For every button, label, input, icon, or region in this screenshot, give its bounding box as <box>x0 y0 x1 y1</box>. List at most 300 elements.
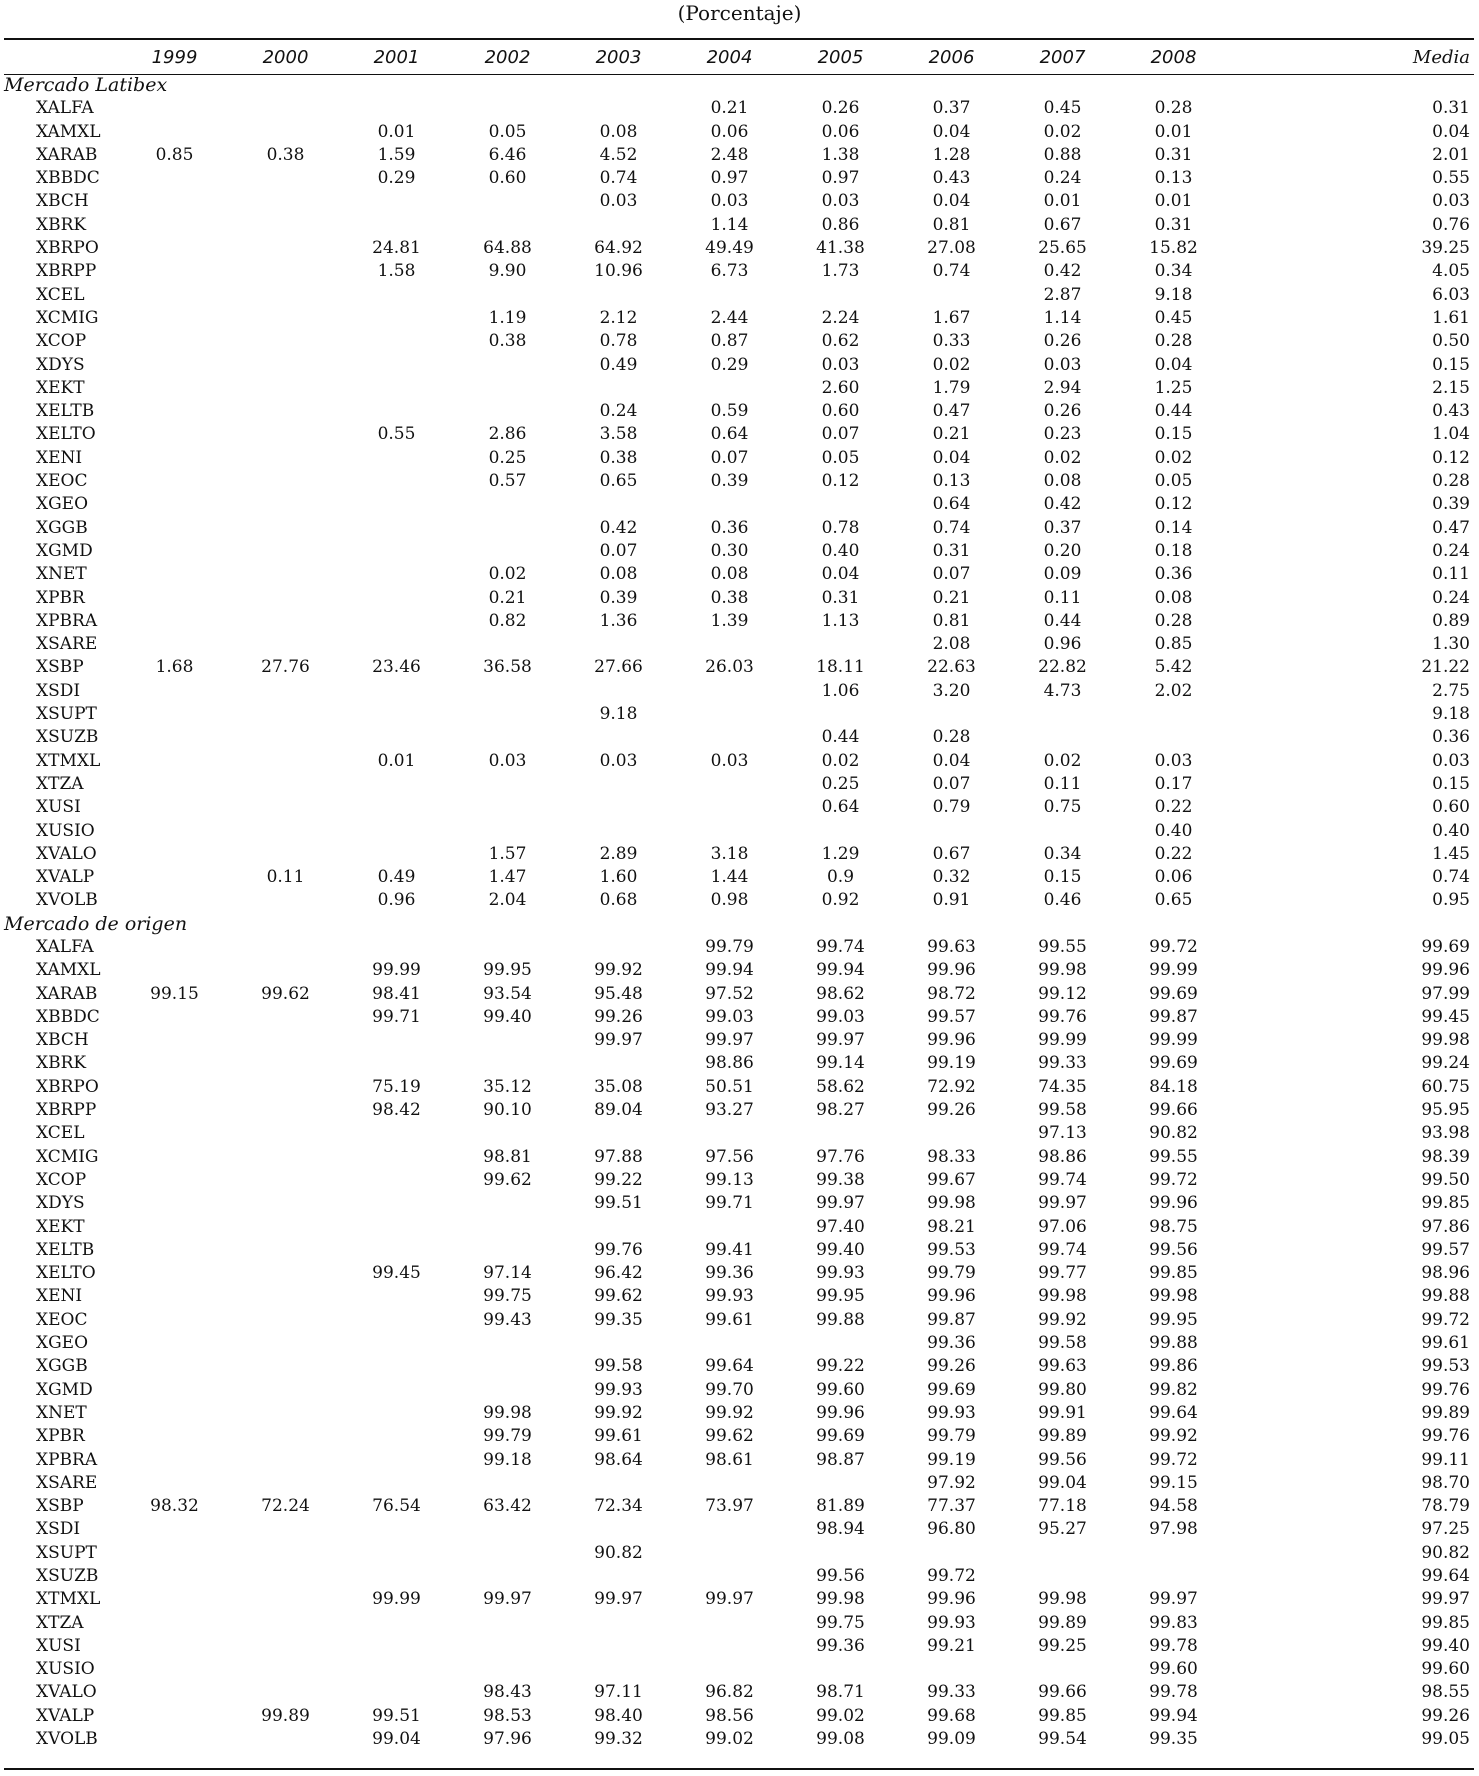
value-cell: 0.08 <box>710 564 749 585</box>
value-cell <box>341 843 452 866</box>
value-cell: 99.79 <box>705 936 754 957</box>
value-cell: 99.89 <box>261 1705 310 1726</box>
value-cell <box>119 1518 230 1541</box>
value-cell: 25.65 <box>1038 238 1087 259</box>
value-cell: 1.59 <box>377 144 416 165</box>
media-cell: 99.45 <box>1421 1006 1470 1027</box>
value-cell <box>785 493 896 516</box>
row-label: XNET <box>36 564 87 585</box>
value-cell <box>452 284 563 307</box>
value-cell <box>896 820 1007 843</box>
media-cell: 99.85 <box>1421 1612 1470 1633</box>
value-cell: 0.64 <box>821 797 860 818</box>
value-cell <box>452 1332 563 1355</box>
value-cell: 0.39 <box>710 471 749 492</box>
table-row <box>4 540 1474 563</box>
value-cell <box>563 1332 674 1355</box>
value-cell <box>563 633 674 656</box>
media-cell: 2.15 <box>1432 377 1470 398</box>
value-cell <box>119 1122 230 1145</box>
value-cell: 97.14 <box>483 1263 532 1284</box>
table-row <box>4 703 1474 726</box>
value-cell: 98.62 <box>816 983 865 1004</box>
value-cell: 99.51 <box>372 1705 421 1726</box>
row-label: XCEL <box>36 284 85 305</box>
table-row <box>4 773 1474 796</box>
table-row <box>4 400 1474 423</box>
value-cell: 18.11 <box>816 657 865 678</box>
value-cell: 99.33 <box>1038 1053 1087 1074</box>
value-cell <box>674 633 785 656</box>
header-cell-media: Media <box>1412 46 1470 68</box>
value-cell: 99.09 <box>927 1729 976 1750</box>
value-cell <box>452 1542 563 1565</box>
value-cell: 0.18 <box>1154 540 1193 561</box>
value-cell <box>119 703 230 726</box>
row-label: XBCH <box>36 191 89 212</box>
table-row <box>4 1122 1474 1145</box>
value-cell <box>341 1635 452 1658</box>
value-cell: 0.82 <box>488 610 527 631</box>
value-cell: 0.26 <box>821 98 860 119</box>
value-cell: 0.86 <box>821 214 860 235</box>
value-cell <box>119 1472 230 1495</box>
value-cell: 2.08 <box>932 634 971 655</box>
value-cell <box>341 307 452 330</box>
value-cell: 99.45 <box>372 1263 421 1284</box>
table-row <box>4 1192 1474 1215</box>
table-row <box>4 330 1474 353</box>
value-cell: 99.36 <box>927 1333 976 1354</box>
value-cell: 0.68 <box>599 890 638 911</box>
value-cell: 99.94 <box>816 960 865 981</box>
value-cell <box>119 97 230 120</box>
value-cell: 99.95 <box>816 1286 865 1307</box>
value-cell: 1.14 <box>1043 307 1082 328</box>
row-label: XALFA <box>36 936 94 957</box>
row-label: XBRPP <box>36 1100 97 1121</box>
value-cell: 99.15 <box>1149 1472 1198 1493</box>
value-cell: 0.02 <box>1043 750 1082 771</box>
value-cell <box>230 470 341 493</box>
value-cell <box>230 750 341 773</box>
value-cell: 99.61 <box>594 1426 643 1447</box>
row-label: XGGB <box>36 517 88 538</box>
value-cell: 0.74 <box>932 517 971 538</box>
value-cell: 99.94 <box>705 960 754 981</box>
value-cell: 99.92 <box>705 1402 754 1423</box>
value-cell: 1.29 <box>821 843 860 864</box>
value-cell <box>230 773 341 796</box>
value-cell: 0.85 <box>1154 634 1193 655</box>
value-cell: 98.86 <box>705 1053 754 1074</box>
value-cell: 95.48 <box>594 983 643 1004</box>
value-cell: 99.74 <box>1038 1239 1087 1260</box>
value-cell: 99.93 <box>816 1263 865 1284</box>
value-cell: 0.01 <box>1154 121 1193 142</box>
value-cell: 99.97 <box>705 1589 754 1610</box>
value-cell <box>119 400 230 423</box>
value-cell: 1.06 <box>821 680 860 701</box>
value-cell: 0.47 <box>932 401 971 422</box>
table-subtitle: (Porcentaje) <box>677 1 802 25</box>
table-row <box>4 284 1474 307</box>
value-cell <box>341 1565 452 1588</box>
value-cell <box>230 587 341 610</box>
value-cell <box>119 750 230 773</box>
value-cell: 99.98 <box>1149 1286 1198 1307</box>
table-row <box>4 423 1474 446</box>
value-cell <box>674 1612 785 1635</box>
media-cell: 2.01 <box>1432 144 1470 165</box>
row-label: XGEO <box>36 494 89 515</box>
value-cell <box>119 1332 230 1355</box>
value-cell: 0.85 <box>155 144 194 165</box>
value-cell <box>341 1285 452 1308</box>
value-cell <box>230 1146 341 1169</box>
value-cell: 99.40 <box>816 1239 865 1260</box>
value-cell: 0.03 <box>599 750 638 771</box>
value-cell: 1.58 <box>377 261 416 282</box>
row-label: XBRPO <box>36 238 99 259</box>
value-cell <box>230 1099 341 1122</box>
value-cell: 0.01 <box>377 121 416 142</box>
value-cell: 0.40 <box>821 540 860 561</box>
value-cell <box>230 1402 341 1425</box>
value-cell: 99.69 <box>1149 983 1198 1004</box>
value-cell: 99.79 <box>927 1263 976 1284</box>
value-cell: 1.38 <box>821 144 860 165</box>
media-cell: 0.95 <box>1432 890 1470 911</box>
value-cell: 99.89 <box>1038 1426 1087 1447</box>
value-cell: 99.98 <box>1038 1286 1087 1307</box>
value-cell <box>119 1146 230 1169</box>
row-label: XDYS <box>36 354 85 375</box>
table-row <box>4 1099 1474 1122</box>
table-row <box>4 1658 1474 1681</box>
value-cell: 0.09 <box>1043 564 1082 585</box>
value-cell <box>1118 1542 1229 1565</box>
value-cell: 0.45 <box>1043 98 1082 119</box>
media-cell: 4.05 <box>1432 261 1470 282</box>
value-cell: 1.36 <box>599 610 638 631</box>
value-cell: 0.12 <box>1154 494 1193 515</box>
value-cell <box>230 1006 341 1029</box>
media-cell: 99.96 <box>1421 960 1470 981</box>
value-cell <box>119 423 230 446</box>
value-cell: 99.97 <box>1149 1589 1198 1610</box>
value-cell <box>119 1006 230 1029</box>
value-cell <box>119 1192 230 1215</box>
value-cell: 99.70 <box>705 1379 754 1400</box>
value-cell <box>674 796 785 819</box>
value-cell <box>119 1379 230 1402</box>
value-cell <box>896 1122 1007 1145</box>
value-cell <box>230 1612 341 1635</box>
value-cell: 0.01 <box>1154 191 1193 212</box>
value-cell: 0.15 <box>1043 867 1082 888</box>
value-cell <box>341 493 452 516</box>
value-cell <box>230 563 341 586</box>
media-cell: 99.97 <box>1421 1589 1470 1610</box>
value-cell <box>563 1518 674 1541</box>
value-cell <box>230 1216 341 1239</box>
table-row <box>4 1029 1474 1052</box>
table-row <box>4 1635 1474 1658</box>
value-cell: 99.03 <box>816 1006 865 1027</box>
value-cell <box>119 1216 230 1239</box>
value-cell: 99.26 <box>927 1356 976 1377</box>
media-cell: 1.61 <box>1432 307 1470 328</box>
value-cell: 98.42 <box>372 1100 421 1121</box>
value-cell: 99.96 <box>927 1589 976 1610</box>
value-cell <box>230 1169 341 1192</box>
value-cell: 97.98 <box>1149 1519 1198 1540</box>
value-cell: 99.22 <box>816 1356 865 1377</box>
value-cell: 99.67 <box>927 1169 976 1190</box>
value-cell <box>341 820 452 843</box>
value-cell <box>119 1076 230 1099</box>
value-cell: 64.92 <box>594 238 643 259</box>
value-cell <box>341 1216 452 1239</box>
value-cell: 0.40 <box>1154 820 1193 841</box>
value-cell <box>341 1355 452 1378</box>
value-cell: 99.83 <box>1149 1612 1198 1633</box>
value-cell: 2.24 <box>821 307 860 328</box>
value-cell: 99.72 <box>1149 1169 1198 1190</box>
value-cell: 97.76 <box>816 1146 865 1167</box>
media-cell: 97.99 <box>1421 983 1470 1004</box>
value-cell: 0.59 <box>710 401 749 422</box>
value-cell: 99.85 <box>1038 1705 1087 1726</box>
value-cell: 99.87 <box>927 1309 976 1330</box>
value-cell: 3.58 <box>599 424 638 445</box>
value-cell: 72.92 <box>927 1076 976 1097</box>
value-cell: 99.87 <box>1149 1006 1198 1027</box>
table-row <box>4 1681 1474 1704</box>
value-cell: 9.18 <box>599 704 638 725</box>
row-label: XELTB <box>36 401 95 422</box>
value-cell: 0.03 <box>599 191 638 212</box>
row-label: XBBDC <box>36 168 100 189</box>
value-cell: 3.18 <box>710 843 749 864</box>
value-cell: 2.12 <box>599 307 638 328</box>
row-label: XARAB <box>36 983 98 1004</box>
row-label: XNET <box>36 1402 87 1423</box>
value-cell <box>674 773 785 796</box>
value-cell: 1.13 <box>821 610 860 631</box>
value-cell <box>341 773 452 796</box>
value-cell: 99.25 <box>1038 1635 1087 1656</box>
media-cell: 98.55 <box>1421 1682 1470 1703</box>
value-cell <box>452 703 563 726</box>
section-row <box>4 913 1474 936</box>
value-cell <box>119 889 230 912</box>
value-cell: 1.73 <box>821 261 860 282</box>
row-label: XTZA <box>36 1612 84 1633</box>
value-cell: 97.92 <box>927 1472 976 1493</box>
value-cell: 0.49 <box>377 867 416 888</box>
value-cell <box>674 1518 785 1541</box>
media-cell: 99.72 <box>1421 1309 1470 1330</box>
value-cell: 0.67 <box>932 843 971 864</box>
value-cell <box>341 284 452 307</box>
value-cell <box>230 1029 341 1052</box>
value-cell <box>785 284 896 307</box>
value-cell: 99.68 <box>927 1705 976 1726</box>
table-row <box>4 563 1474 586</box>
value-cell <box>785 1658 896 1681</box>
value-cell <box>1007 1658 1118 1681</box>
value-cell: 0.74 <box>599 168 638 189</box>
value-cell <box>341 1681 452 1704</box>
value-cell: 90.82 <box>594 1542 643 1563</box>
value-cell <box>119 1052 230 1075</box>
table-row <box>4 1379 1474 1402</box>
row-label: XUSI <box>36 797 81 818</box>
value-cell <box>341 354 452 377</box>
value-cell <box>230 936 341 959</box>
value-cell <box>230 540 341 563</box>
table-body <box>4 74 1474 1751</box>
value-cell: 99.62 <box>705 1426 754 1447</box>
value-cell <box>341 330 452 353</box>
value-cell <box>452 354 563 377</box>
value-cell: 0.79 <box>932 797 971 818</box>
value-cell <box>119 1542 230 1565</box>
value-cell: 27.76 <box>261 657 310 678</box>
table-row <box>4 1402 1474 1425</box>
value-cell: 0.29 <box>710 354 749 375</box>
value-cell: 6.46 <box>488 144 527 165</box>
value-cell: 0.06 <box>710 121 749 142</box>
value-cell <box>341 190 452 213</box>
value-cell: 84.18 <box>1149 1076 1198 1097</box>
value-cell: 0.42 <box>599 517 638 538</box>
value-cell: 1.25 <box>1154 377 1193 398</box>
value-cell <box>119 540 230 563</box>
value-cell <box>119 1169 230 1192</box>
value-cell: 99.43 <box>483 1309 532 1330</box>
header-cell-2006: 2006 <box>928 46 975 68</box>
value-cell: 99.13 <box>705 1169 754 1190</box>
value-cell: 1.19 <box>488 307 527 328</box>
table-row <box>4 750 1474 773</box>
value-cell: 0.03 <box>1043 354 1082 375</box>
media-cell: 99.57 <box>1421 1239 1470 1260</box>
value-cell: 99.97 <box>705 1030 754 1051</box>
table-row <box>4 1542 1474 1565</box>
value-cell <box>341 936 452 959</box>
value-cell: 77.18 <box>1038 1496 1087 1517</box>
media-cell: 0.60 <box>1432 797 1470 818</box>
value-cell <box>563 97 674 120</box>
value-cell: 0.31 <box>821 587 860 608</box>
value-cell: 99.85 <box>1149 1263 1198 1284</box>
value-cell: 99.36 <box>816 1635 865 1656</box>
value-cell: 99.97 <box>816 1030 865 1051</box>
value-cell: 0.08 <box>599 121 638 142</box>
value-cell: 27.66 <box>594 657 643 678</box>
value-cell <box>341 1425 452 1448</box>
value-cell: 0.92 <box>821 890 860 911</box>
value-cell <box>896 1542 1007 1565</box>
value-cell <box>230 237 341 260</box>
value-cell: 99.26 <box>927 1100 976 1121</box>
value-cell <box>230 1588 341 1611</box>
value-cell: 0.25 <box>821 773 860 794</box>
value-cell: 0.75 <box>1043 797 1082 818</box>
value-cell: 0.64 <box>932 494 971 515</box>
value-cell <box>341 1449 452 1472</box>
value-cell: 99.79 <box>483 1426 532 1447</box>
media-cell: 60.75 <box>1421 1076 1470 1097</box>
row-label: XEOC <box>36 471 88 492</box>
table-row <box>4 983 1474 1006</box>
value-cell <box>230 1122 341 1145</box>
value-cell: 93.54 <box>483 983 532 1004</box>
value-cell <box>563 1635 674 1658</box>
value-cell <box>341 1518 452 1541</box>
media-cell: 99.76 <box>1421 1426 1470 1447</box>
value-cell: 0.60 <box>821 401 860 422</box>
value-cell <box>563 284 674 307</box>
bottom-rule <box>4 1768 1474 1770</box>
value-cell: 0.31 <box>1154 144 1193 165</box>
value-cell: 99.96 <box>1149 1193 1198 1214</box>
row-label: XENI <box>36 1286 83 1307</box>
value-cell <box>341 680 452 703</box>
value-cell: 0.08 <box>1154 587 1193 608</box>
value-cell: 90.10 <box>483 1100 532 1121</box>
row-label: XGMD <box>36 1379 93 1400</box>
row-label: XEKT <box>36 377 85 398</box>
value-cell: 9.90 <box>488 261 527 282</box>
value-cell: 99.08 <box>816 1729 865 1750</box>
table-row <box>4 1239 1474 1262</box>
media-cell: 9.18 <box>1432 704 1470 725</box>
value-cell <box>452 1122 563 1145</box>
value-cell: 0.96 <box>1043 634 1082 655</box>
value-cell: 99.77 <box>1038 1263 1087 1284</box>
value-cell: 99.19 <box>927 1449 976 1470</box>
value-cell <box>119 1635 230 1658</box>
media-cell: 99.98 <box>1421 1030 1470 1051</box>
value-cell: 10.96 <box>594 261 643 282</box>
value-cell: 99.93 <box>705 1286 754 1307</box>
value-cell <box>230 1681 341 1704</box>
value-cell: 0.44 <box>1154 401 1193 422</box>
section-title: Mercado Latibex <box>4 74 168 96</box>
value-cell <box>1118 1565 1229 1588</box>
value-cell: 0.30 <box>710 540 749 561</box>
row-label: XPBRA <box>36 610 98 631</box>
row-label: XSBP <box>36 1496 84 1517</box>
value-cell: 0.04 <box>932 191 971 212</box>
value-cell <box>785 633 896 656</box>
value-cell: 0.38 <box>710 587 749 608</box>
value-cell: 0.26 <box>1043 401 1082 422</box>
value-cell <box>119 1681 230 1704</box>
value-cell: 99.95 <box>1149 1309 1198 1330</box>
table-row <box>4 237 1474 260</box>
value-cell <box>452 1239 563 1262</box>
value-cell <box>674 1216 785 1239</box>
row-label: XALFA <box>36 98 94 119</box>
value-cell: 0.24 <box>1043 168 1082 189</box>
value-cell <box>1007 726 1118 749</box>
value-cell <box>563 1612 674 1635</box>
